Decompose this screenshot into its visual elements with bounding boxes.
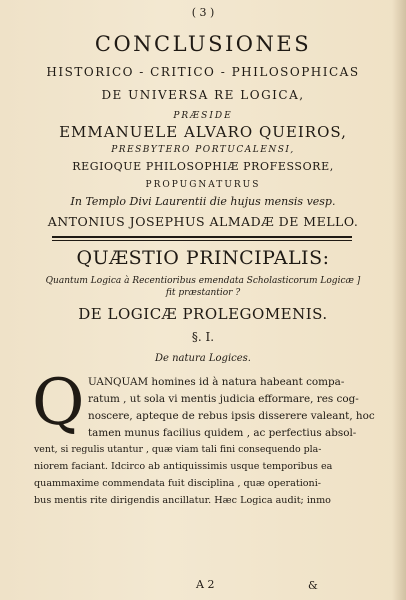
question-line-2: fit præstantior ? <box>165 288 241 298</box>
catchword: & <box>308 579 318 592</box>
drop-cap: Q <box>32 366 85 440</box>
body-line: bus mentis rite dirigendis ancillatur. Hæc Logica audit; inmo <box>34 495 331 506</box>
body-line: UANQUAM homines id à natura habeant compa- <box>88 376 345 388</box>
subtitle-2: DE UNIVERSA RE LOGICA, <box>101 88 305 102</box>
divider-thick <box>52 236 352 238</box>
body-line: vent, si regulis utantur , quæ viam tali fini consequendo pla- <box>34 444 322 455</box>
praeses-office: REGIOQUE PHILOSOPHIÆ PROFESSORE, <box>72 160 334 173</box>
praeside-label: PRÆSIDE <box>173 111 233 121</box>
question-line-1: Quantum Logica à Recentioribus emendata Scholasticorum Logicæ ] <box>45 276 361 286</box>
body-line: niorem faciant. Idcirco ab antiquissimis usque temporibus ea <box>34 461 333 472</box>
place-line: In Templo Divi Laurentii die hujus mensis vesp. <box>70 195 336 208</box>
defendant-name: ANTONIUS JOSEPHUS ALMADÆ DE MELLO. <box>47 214 359 229</box>
main-title: CONCLUSIONES <box>94 32 312 56</box>
section-title: DE LOGICÆ PROLEGOMENIS. <box>78 305 328 323</box>
body-line: noscere, apteque de rebus ipsis disserere valeant, hoc <box>88 410 375 422</box>
body-line: ratum , ut sola vi mentis judicia efformare, res cog- <box>88 393 359 405</box>
paragraph-title: De natura Logices. <box>155 353 251 364</box>
propugnaturus-label: PROPUGNATURUS <box>145 180 261 190</box>
page-number: ( 3 ) <box>191 6 215 19</box>
body-line: tamen munus facilius quidem , ac perfectius absol- <box>88 427 357 439</box>
praeses-name: EMMANUELE ALVARO QUEIROS, <box>59 123 347 141</box>
paragraph-mark: §. I. <box>191 330 215 344</box>
question-heading: QUÆSTIO PRINCIPALIS: <box>76 247 330 269</box>
signature-mark: A 2 <box>196 578 215 591</box>
divider-thin <box>52 240 352 241</box>
subtitle-1: HISTORICO - CRITICO - PHILOSOPHICAS <box>46 65 360 79</box>
praeses-title: PRESBYTERO PORTUCALENSI, <box>111 145 295 155</box>
body-line: quammaxime commendata fuit disciplina , quæ operationi- <box>34 478 322 489</box>
